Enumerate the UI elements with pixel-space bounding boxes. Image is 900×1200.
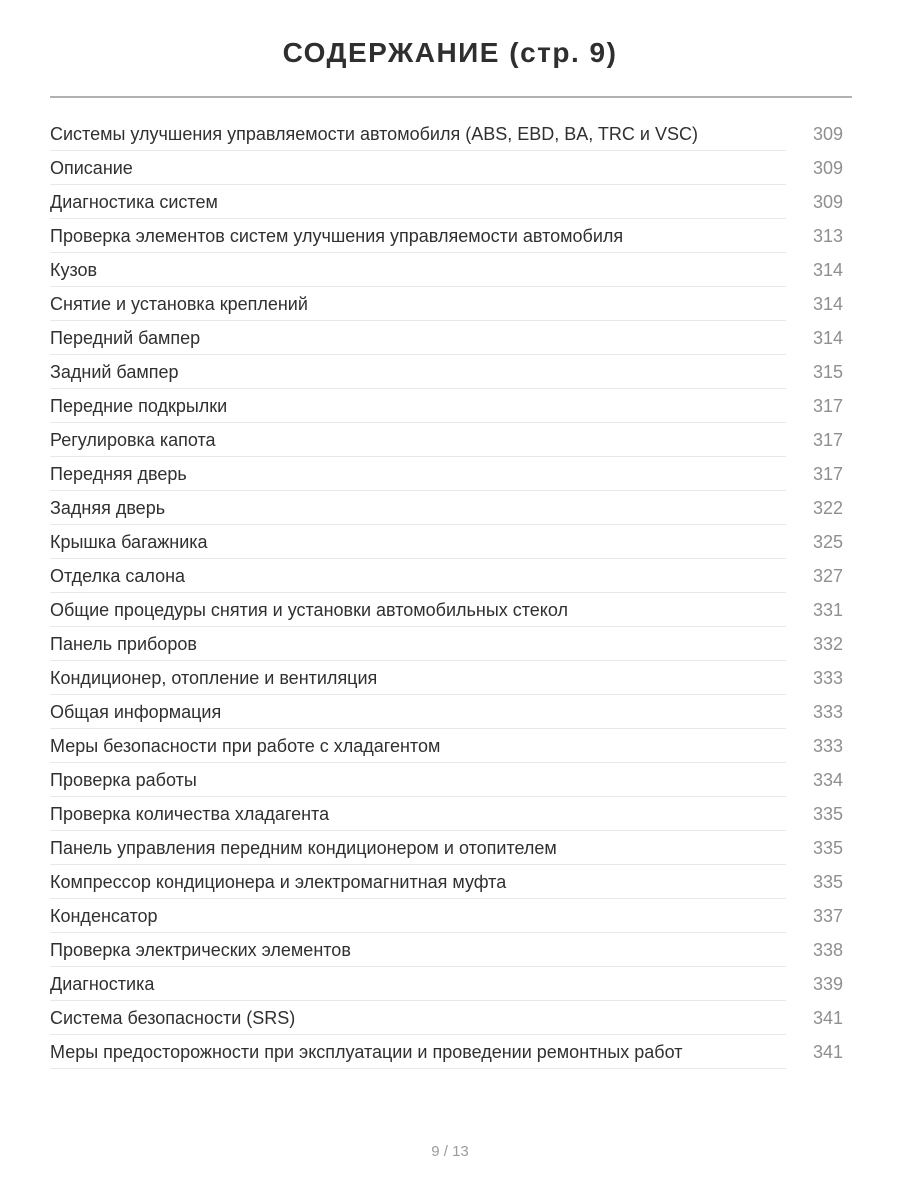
toc-entry-label: Общая информация (50, 702, 222, 722)
toc-entry-label: Общие процедуры снятия и установки автомобильных стекол (50, 600, 569, 620)
toc-entry-page-number: 317 (812, 464, 843, 484)
toc-entry-page-number: 331 (812, 600, 843, 620)
toc-entry-page-number: 332 (812, 634, 843, 654)
row-divider (50, 1068, 786, 1069)
toc-entry-label: Проверка работы (50, 770, 197, 790)
toc-entry-page-number: 309 (812, 124, 843, 144)
title-divider (50, 96, 852, 98)
toc-row (50, 457, 850, 491)
toc-entry-label: Система безопасности (SRS) (50, 1008, 296, 1028)
toc-entry-label: Диагностика систем (50, 192, 218, 212)
toc-entry-page-number: 327 (812, 566, 843, 586)
toc-entry-page-number: 314 (812, 260, 843, 280)
toc-entry-page-number: 314 (812, 294, 843, 314)
toc-entry-page-number: 322 (812, 498, 843, 518)
toc-row (50, 1001, 850, 1035)
toc-entry-label: Системы улучшения управляемости автомобиля (ABS, EBD, BA, TRC и VSC) (50, 124, 698, 144)
toc-row (50, 695, 850, 729)
toc-row (50, 797, 850, 831)
toc-entry-page-number: 335 (812, 872, 843, 892)
toc-entry-label: Снятие и установка креплений (50, 294, 308, 314)
toc-entry-label: Панель приборов (50, 634, 197, 654)
toc-row (50, 525, 850, 559)
page-indicator: 9 / 13 (431, 1143, 469, 1160)
toc-row (50, 389, 850, 423)
toc-entry-page-number: 315 (812, 362, 843, 382)
toc-row (50, 559, 850, 593)
toc-entry-label: Меры предосторожности при эксплуатации и проведении ремонтных работ (50, 1042, 683, 1062)
toc-row (50, 933, 850, 967)
toc-entry-page-number: 325 (812, 532, 843, 552)
toc-entry-page-number: 317 (812, 396, 843, 416)
toc-row (50, 763, 850, 797)
page-title: СОДЕРЖАНИЕ (стр. 9) (282, 37, 618, 68)
toc-entry-label: Передние подкрылки (50, 396, 228, 416)
toc-entry-page-number: 309 (812, 158, 843, 178)
toc-entry-label: Проверка электрических элементов (50, 940, 351, 960)
toc-entry-page-number: 338 (812, 940, 843, 960)
toc-entry-page-number: 314 (812, 328, 843, 348)
toc-row (50, 287, 850, 321)
toc-entry-label: Компрессор кондиционера и электромагнитная муфта (50, 872, 507, 892)
toc-entry-page-number: 341 (812, 1042, 843, 1062)
toc-entry-page-number: 333 (812, 668, 843, 688)
toc-row (50, 831, 850, 865)
toc-entry-page-number: 333 (812, 702, 843, 722)
toc-row (50, 117, 850, 151)
toc-row (50, 321, 850, 355)
toc-entry-label: Конденсатор (50, 906, 158, 926)
toc-entry-label: Передний бампер (50, 328, 201, 348)
toc-row (50, 593, 850, 627)
toc-entry-label: Передняя дверь (50, 464, 187, 484)
toc-row (50, 423, 850, 457)
toc-list (50, 117, 850, 1069)
toc-row (50, 661, 850, 695)
toc-row (50, 729, 850, 763)
toc-entry-page-number: 333 (812, 736, 843, 756)
toc-row (50, 355, 850, 389)
toc-row (50, 185, 850, 219)
toc-entry-label: Проверка количества хладагента (50, 804, 330, 824)
toc-entry-label: Кондиционер, отопление и вентиляция (50, 668, 378, 688)
toc-entry-page-number: 317 (812, 430, 843, 450)
toc-entry-page-number: 341 (812, 1008, 843, 1028)
toc-entry-page-number: 335 (812, 838, 843, 858)
toc-entry-label: Крышка багажника (50, 532, 208, 552)
toc-row (50, 1035, 850, 1069)
toc-row (50, 865, 850, 899)
toc-row (50, 253, 850, 287)
toc-entry-label: Задний бампер (50, 362, 179, 382)
toc-row (50, 627, 850, 661)
toc-entry-label: Отделка салона (50, 566, 186, 586)
toc-entry-label: Задняя дверь (50, 498, 166, 518)
toc-row (50, 899, 850, 933)
toc-entry-label: Меры безопасности при работе с хладагентом (50, 736, 441, 756)
toc-entry-label: Регулировка капота (50, 430, 216, 450)
toc-entry-page-number: 339 (812, 974, 843, 994)
toc-entry-page-number: 309 (812, 192, 843, 212)
toc-row (50, 491, 850, 525)
toc-entry-label: Диагностика (50, 974, 155, 994)
toc-entry-label: Кузов (50, 260, 98, 280)
toc-entry-label: Панель управления передним кондиционером и отопителем (50, 838, 557, 858)
toc-entry-page-number: 334 (812, 770, 843, 790)
toc-entry-label: Описание (50, 158, 133, 178)
toc-row (50, 151, 850, 185)
toc-entry-page-number: 313 (812, 226, 843, 246)
toc-entry-page-number: 337 (812, 906, 843, 926)
toc-entry-label: Проверка элементов систем улучшения управляемости автомобиля (50, 226, 624, 246)
toc-entry-page-number: 335 (812, 804, 843, 824)
toc-row (50, 219, 850, 253)
toc-row (50, 967, 850, 1001)
